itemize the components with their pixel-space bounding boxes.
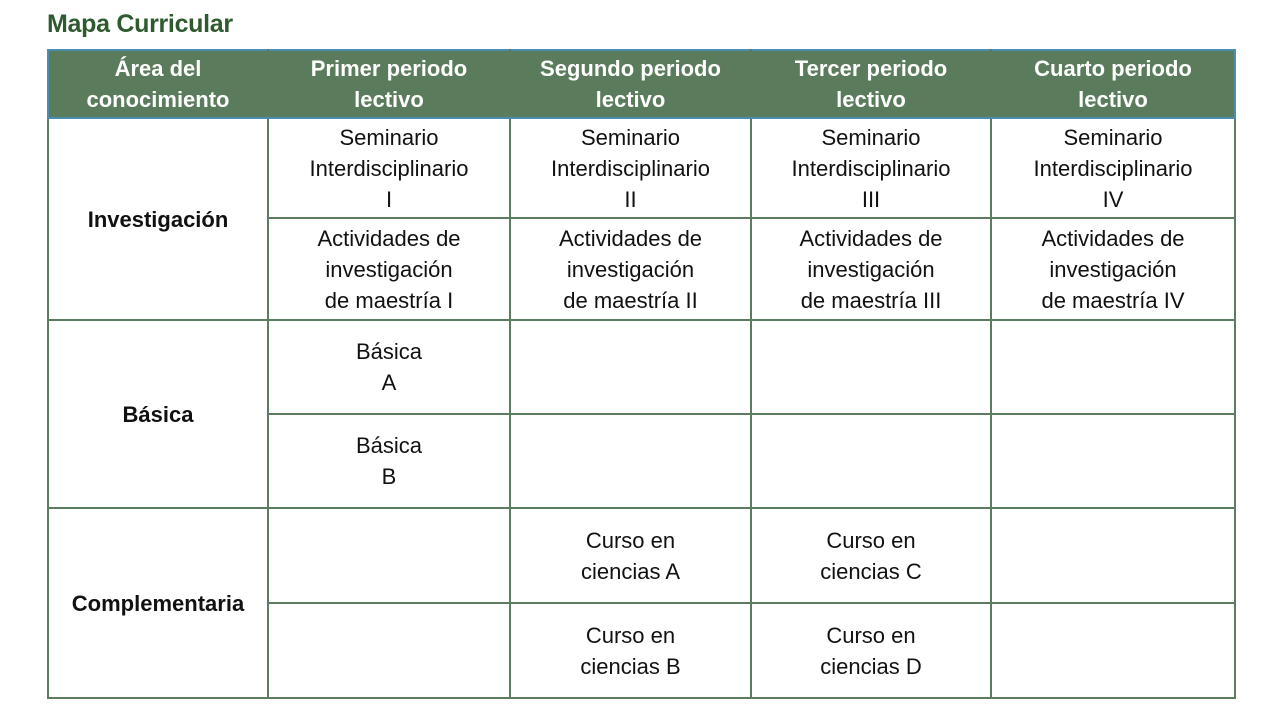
table-cell: Actividades de investigación de maestría I [268, 218, 510, 320]
header-period-4: Cuarto periodo lectivo [991, 50, 1235, 118]
page-title: Mapa Curricular [47, 10, 233, 38]
area-complementaria: Complementaria [48, 508, 268, 698]
table-cell: Curso en ciencias D [751, 603, 991, 698]
header-area: Área del conocimiento [48, 50, 268, 118]
table-cell: Curso en ciencias C [751, 508, 991, 603]
area-basica: Básica [48, 320, 268, 508]
header-period-1: Primer periodo lectivo [268, 50, 510, 118]
table-cell: Actividades de investigación de maestría III [751, 218, 991, 320]
table-cell: Seminario Interdisciplinario I [268, 118, 510, 218]
header-row [48, 50, 1235, 118]
table-cell [510, 414, 751, 508]
table-cell: Actividades de investigación de maestría IV [991, 218, 1235, 320]
table-cell [510, 320, 751, 414]
header-period-2: Segundo periodo lectivo [510, 50, 751, 118]
table-cell: Seminario Interdisciplinario II [510, 118, 751, 218]
table-cell: Seminario Interdisciplinario III [751, 118, 991, 218]
table-row [48, 508, 1235, 603]
table-cell [751, 320, 991, 414]
header-period-3: Tercer periodo lectivo [751, 50, 991, 118]
table-cell [991, 414, 1235, 508]
table-cell: Seminario Interdisciplinario IV [991, 118, 1235, 218]
table-cell: Curso en ciencias B [510, 603, 751, 698]
table-cell [268, 603, 510, 698]
table-row [48, 118, 1235, 218]
curricular-map-table [47, 49, 1236, 699]
table-cell [991, 603, 1235, 698]
area-investigacion: Investigación [48, 118, 268, 320]
table-row [48, 320, 1235, 414]
table-cell: Básica A [268, 320, 510, 414]
table-cell [991, 508, 1235, 603]
table-cell [268, 508, 510, 603]
table-cell [991, 320, 1235, 414]
table-cell: Básica B [268, 414, 510, 508]
table-cell: Curso en ciencias A [510, 508, 751, 603]
table-cell [751, 414, 991, 508]
table-cell: Actividades de investigación de maestría II [510, 218, 751, 320]
